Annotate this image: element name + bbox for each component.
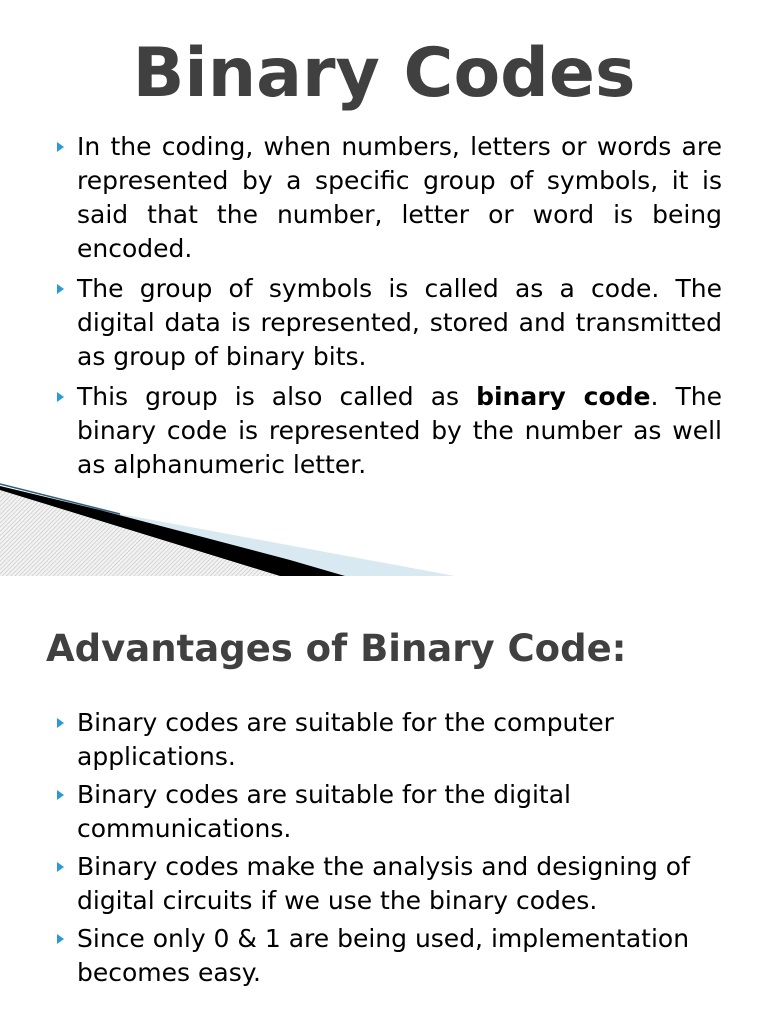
triangle-bullet-icon [57, 790, 64, 800]
list-item [52, 272, 722, 374]
triangle-bullet-icon [57, 862, 64, 872]
triangle-bullet-icon [57, 934, 64, 944]
bullet-text: In the coding, when numbers, letters or words are represented by a specific group of symbols, it is said that the number, letter or word is being encoded. [77, 132, 722, 263]
slide-title: Advantages of Binary Code: [46, 627, 627, 670]
triangle-bullet-icon [57, 284, 64, 294]
triangle-bullet-icon [57, 392, 64, 402]
bullet-text: The group of symbols is called as a code. The digital data is represented, stored and transmitted as group of binary bits. [77, 274, 722, 371]
bullet-text: Binary codes make the analysis and designing of digital circuits if we use the binary codes. [77, 852, 690, 915]
bullet-text-suffix: . The binary code is represented by the number as well as alphanumeric letter. [77, 382, 723, 479]
bullet-list [52, 130, 722, 488]
bullet-text-prefix: This group is also called as [77, 382, 477, 411]
list-item [52, 850, 722, 918]
list-item [52, 706, 722, 774]
slide-title: Binary Codes [132, 34, 636, 113]
bullet-list [52, 706, 722, 994]
swoosh-decoration [0, 476, 470, 576]
list-item [52, 130, 722, 266]
slide-advantages [0, 576, 768, 1024]
bullet-text: Binary codes are suitable for the computer applications. [77, 708, 614, 771]
list-item [52, 922, 722, 990]
bullet-text: Binary codes are suitable for the digital communications. [77, 780, 571, 843]
list-item [52, 380, 722, 482]
triangle-bullet-icon [57, 718, 64, 728]
triangle-bullet-icon [57, 142, 64, 152]
bullet-text-bold: binary code [476, 382, 651, 411]
list-item [52, 778, 722, 846]
bullet-text: Since only 0 & 1 are being used, implementation becomes easy. [77, 924, 690, 987]
